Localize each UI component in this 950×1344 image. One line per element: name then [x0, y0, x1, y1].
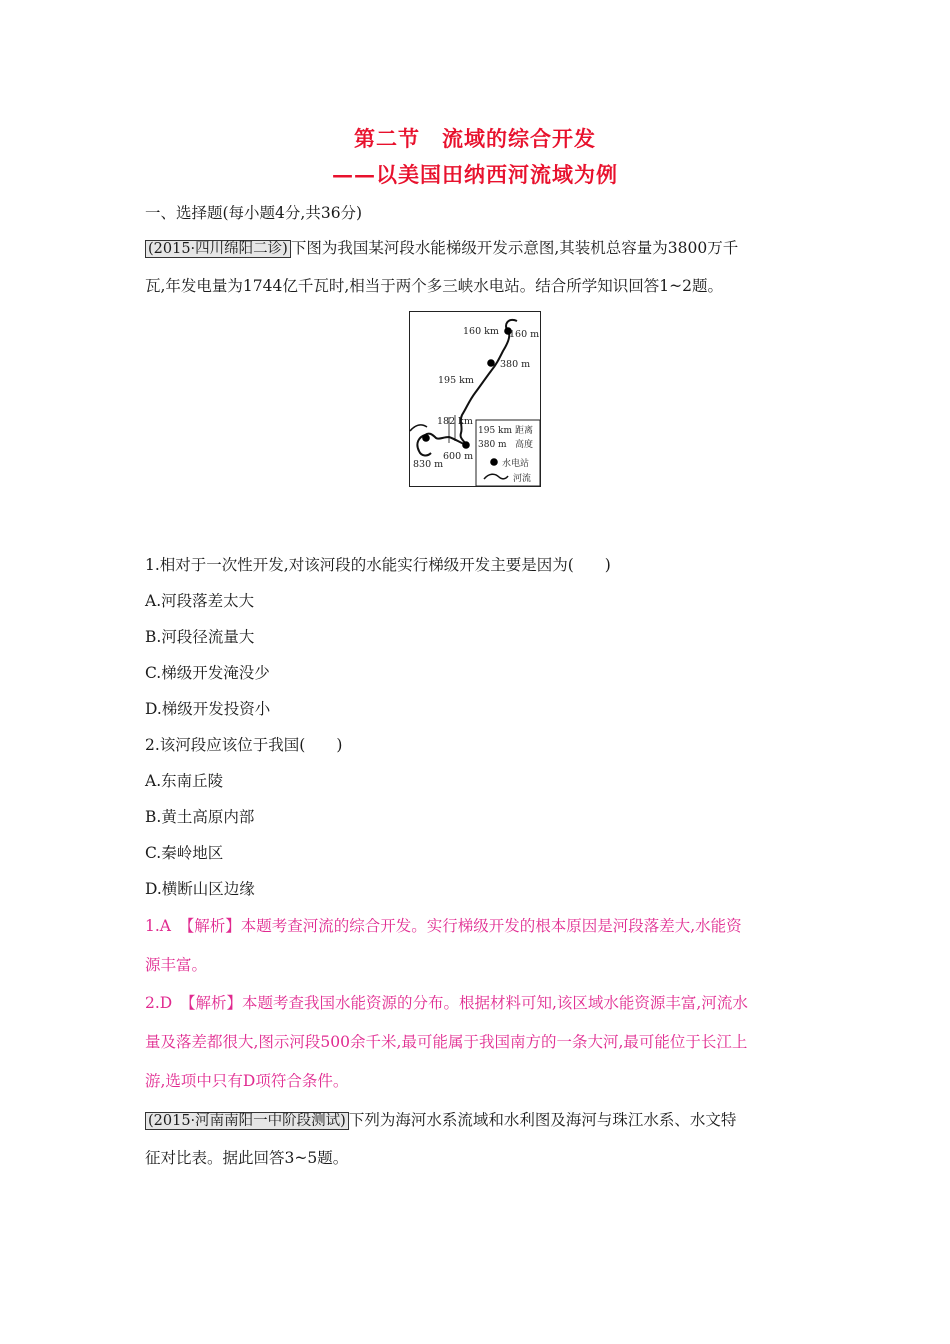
cascade-hydropower-diagram: [409, 311, 541, 487]
question-1-stem: 1.相对于一次性开发,对该河段的水能实行梯级开发主要是因为( ): [145, 556, 611, 574]
legend-sample-height: 380 m: [478, 440, 507, 450]
answer-1-line-1: 1.A 【解析】本题考查河流的综合开发。实行梯级开发的根本原因是河段落差大,水能资: [145, 917, 742, 935]
intro-text-2: 下列为海河水系流域和水利图及海河与珠江水系、水文特: [348, 1111, 737, 1129]
question-2-option-b: B.黄土高原内部: [145, 808, 255, 826]
question-1-option-d: D.梯级开发投资小: [145, 700, 271, 718]
question-type-heading: 一、选择题(每小题4分,共36分): [145, 204, 363, 222]
station-dot-left: [422, 434, 430, 442]
legend-river-label: 河流: [513, 474, 532, 484]
question-1-option-c: C.梯级开发淹没少: [145, 664, 270, 682]
source-tag: (2015·四川绵阳二诊): [145, 240, 291, 258]
legend-height-label: 高度: [515, 440, 534, 450]
question-2-stem: 2.该河段应该位于我国( ): [145, 736, 343, 754]
question-2-option-c: C.秦岭地区: [145, 844, 224, 862]
section-subtitle: ——以美国田纳西河流域为例: [332, 162, 618, 187]
label-distance-top: 160 km: [463, 326, 499, 337]
question-1-option-b: B.河段径流量大: [145, 628, 255, 646]
station-dot-low: [462, 441, 470, 449]
label-height-top: 160 m: [509, 329, 540, 340]
intro-text: 下图为我国某河段水能梯级开发示意图,其装机总容量为3800万千: [290, 239, 739, 257]
section-title: 第二节 流域的综合开发: [354, 126, 596, 151]
legend-station-dot: [490, 458, 498, 466]
label-height-low: 600 m: [443, 451, 474, 462]
label-height-mid: 380 m: [500, 359, 531, 370]
legend-distance-label: 距离: [515, 426, 534, 436]
label-distance-low: 182 km: [437, 416, 473, 427]
label-height-left: 830 m: [413, 459, 444, 470]
answer-1-line-2: 源丰富。: [145, 956, 208, 974]
answer-2-line-2: 量及落差都很大,图示河段500余千米,最可能属于我国南方的一条大河,最可能位于长江上: [145, 1033, 748, 1051]
intro-paragraph-1: [145, 236, 738, 258]
intro-paragraph-2: [145, 1108, 736, 1130]
legend-sample-distance: 195 km: [478, 426, 513, 436]
question-2-option-a: A.东南丘陵: [145, 772, 224, 790]
source-tag-2: (2015·河南南阳一中阶段测试): [145, 1112, 349, 1130]
intro-paragraph-1-cont: 瓦,年发电量为1744亿千瓦时,相当于两个多三峡水电站。结合所学知识回答1~2题。: [145, 277, 724, 295]
legend-station-label: 水电站: [502, 459, 530, 469]
question-1-option-a: A.河段落差太大: [145, 592, 255, 610]
station-dot-mid: [487, 359, 495, 367]
answer-2-line-3: 游,选项中只有D项符合条件。: [145, 1072, 349, 1090]
answer-2-line-1: 2.D 【解析】本题考查我国水能资源的分布。根据材料可知,该区域水能资源丰富,河流水: [145, 994, 748, 1012]
question-2-option-d: D.横断山区边缘: [145, 880, 255, 898]
label-distance-mid: 195 km: [438, 375, 474, 386]
intro-paragraph-2-cont: 征对比表。据此回答3~5题。: [145, 1149, 349, 1167]
